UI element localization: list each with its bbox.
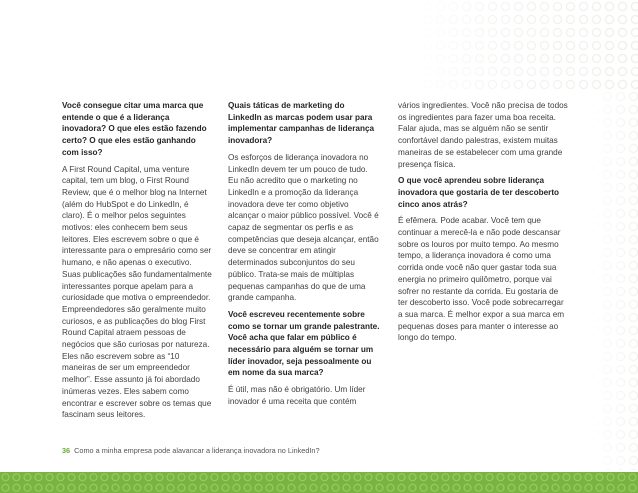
question-heading: O que você aprendeu sobre liderança inovadora que gostaria de ter descoberto cinco anos atrás? [398,176,560,209]
text-column-1 [62,100,212,426]
footer-title: Como a minha empresa pode alavancar a liderança inovadora no LinkedIn? [74,446,320,455]
question-heading: Quais táticas de marketing do LinkedIn as marcas podem usar para implementar campanhas de liderança inovadora? [228,101,375,146]
answer-paragraph: É útil, mas não é obrigatório. Um líder inovador é uma receita que contém [228,385,366,406]
decorative-circle-pattern-right [588,90,638,470]
question-heading: Você escreveu recentemente sobre como se tornar um grande palestrante. Você acha que falar em público é necessário para alguém se tornar um líder inovador, seja pessoalmente ou em nome da sua marca? [228,309,380,378]
decorative-circle-pattern-top [408,0,638,90]
text-column-3 [398,100,568,349]
answer-paragraph: vários ingredientes. Você não precisa de todos os ingredientes para fazer uma boa receita. Falar ajuda, mas se alguém não se sentir confortável dando palestras, existem muitas maneiras de se estabelecer com uma grande presença física. [398,101,568,169]
answer-paragraph: A First Round Capital, uma venture capital, tem um blog, o First Round Review, que é o melhor blog na Internet (além do HubSpot e do LinkedIn, é claro). É o melhor pelos seguintes motivos: eles conhecem bem seus leitores. Eles escrevem sobre o que é interessante para o empresário como ser humano, e não apenas o executivo. Suas publicações são fundamentalmente interessantes porque apelam para a curiosidade que motiva o empreendedor. Empreendedores são geralmente muito curiosos, e as publicações do blog First Round Capital atraem pessoas de negócios que são curiosas por natureza. Eles não escrevem sobre as “10 maneiras de ser um empreendedor melhor”. Esse assunto já foi abordado inúmeras vezes. Eles sabem como encontrar e escrever sobre os temas que fascinam seus leitores. [62,164,212,420]
question-heading: Você consegue citar uma marca que entende o que é a liderança inovadora? O que eles estão fazendo certo? O que eles estão ganhando com isso? [62,101,207,157]
text-column-2 [228,100,380,413]
footer-decorative-band [0,472,638,493]
answer-paragraph: Os esforços de liderança inovadora no LinkedIn devem ter um pouco de tudo. Eu não acredito que o marketing no LinkedIn e a promoção da liderança inovadora deve ter como objetivo alcançar o maior público possível. Você é capaz de segmentar os perfis e as competências que deseja alcançar, então deve se concentrar em atingir determinados subconjuntos do seu público. Trata-se mais de múltiplas pequenas campanhas do que de uma grande campanha. [228,152,379,303]
answer-paragraph: É efêmera. Pode acabar. Você tem que continuar a merecê-la e não pode descansar sobre os louros por muito tempo. Ao mesmo tempo, a liderança inovadora é como uma corrida onde você não quer gastar toda sua energia no primeiro quilômetro, porque vai sofrer no restante da corrida. Eu gostaria de ter descoberto isso. Você pode sobrecarregar a sua marca. É melhor expor a sua marca em pequenas doses para manter o interesse ao longo do tempo. [398,216,565,343]
page-footer [62,446,320,455]
page-number: 36 [62,446,71,455]
